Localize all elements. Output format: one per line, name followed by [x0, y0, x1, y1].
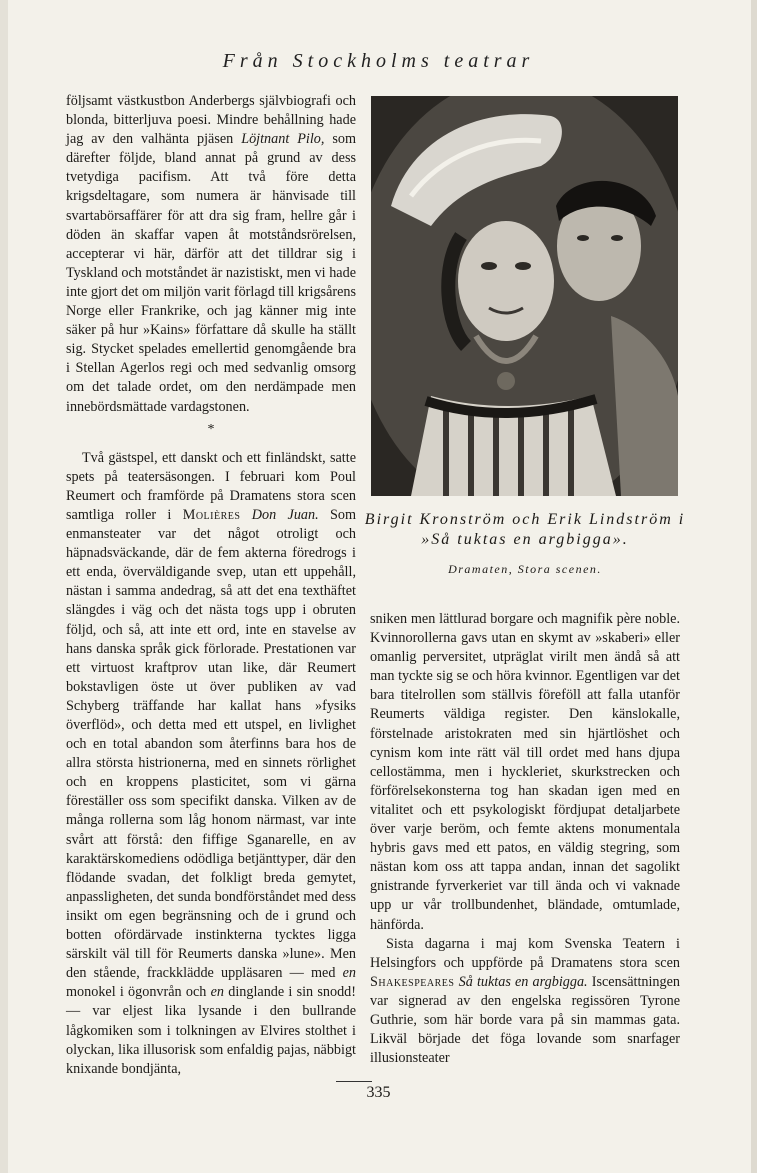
section-separator: *	[207, 421, 215, 437]
paragraph: Två gästspel, ett danskt och ett finländskt, satte spets på teatersäsongen. I februari kom Poul Reumert och framförde på Dramatens stora scen samtliga roller i Molières Don Juan. Som enmansteater var det något otroligt och häpnadsväckande, där de fem akterna föredrogs i ett enda, överväldigande svep, utan ett uppehåll, nästan i samma andedrag, så att det ena texthäftet slängdes i väg och det nästa togs upp i obruten följd, och så, att inte ett ord, inte en stavelse av hans danska språk gick förlorade. Prestationen var ett virtuost kraftprov utan like, där Reumert bokstavligen öste ut över publiken av vad Schyberg träffande har kallat hans »fysiks överflöd», och detta med ett utspel, en livlighet och en total abandon som återfinns bara hos de allra största histrionerna, med en sinnets rörlighet och en kroppens plasticitet, som vi gärna föreställer oss som specifikt danska. Vilken av de många rollerna som låg honom närmast, var inte svårt att förstå: den fiffige Sganarelle, en av karaktärskomediens odödliga betjänttyper, där den flödande svadan, det folkligt breda gemytet, anpassligheten, det sunda bondförståndet med dess insikt om egen begränsning och de i grund och botten ofördärvade instinkterna tycktes ligga särskilt väl till för Reumerts danska »lune». Men den stående, frackklädde uppläsaren — med en monokel i ögonvrån och en dinglande i sin snodd! — var eljest lika lysande i den bullrande lågkomiken som i tolkningen av Elvires stolthet i olyckan, lika illusorisk som enfaldig pajas, näbbigt knixande bondjänta,	[66, 449, 356, 1077]
play-title: Löjtnant Pilo,	[241, 131, 325, 148]
play-title: Don Juan.	[251, 506, 319, 523]
theatre-photo	[371, 96, 678, 496]
right-column	[370, 610, 680, 1068]
page-number: 335	[366, 1084, 391, 1101]
paragraph: Sista dagarna i maj kom Svenska Teatern i Helsingfors och uppförde på Dramatens stora scen Shakespeares Så tuktas en argbigga. Iscensättningen var signerad av den engelska regissören Tyrone Guthrie, som här borde vara på sin mammas gata. Likväl började det föga lovande som snarfager illusionsteater	[370, 935, 681, 1067]
paragraph: följsamt västkustbon Anderbergs självbiografi och blonda, bitterljuva poesi. Mindre behållning hade jag av den valhänta pjäsen Löjtnant Pilo, som därefter följde, bland annat på grund av dess tvetydiga pacifism. Att två före detta krigsdeltagare, som numera är hänvisade till svartabörsaffärer för att dra sig fram, hellre går i döden än skaffar vapen åt motståndsrörelsen, accepterar vi här, därför att det tilldrar sig i Tyskland och motståndet är nazistiskt, men vi hade inte gjort det om miljön varit förlagd till krigsårens Norge eller Frankrike, och jag känner mig inte säker på hur »Kains» författare då skulle ha ställt sig. Stycket spelades emellertid genomgående bra i Stellan Agerlos regi och med sedvanlig omsorg om det talade ordet, om den nerdämpade men innebördsmättade vardagstonen.	[66, 93, 356, 415]
page-edge	[0, 0, 8, 1173]
paragraph: sniken men lättlurad borgare och magnifik père noble. Kvinnorollerna gavs utan en skymt av »skaberi» eller omanlig perversitet, utpräglat virilt men ändå så att man tyckte sig se och höra kvinnor. Egentligen var det bara titelrollen som ställvis föreföll att falla utanför Reumerts väldiga register. Den känslokalle, förstelnade aristokraten med sin hjärtlöshet och cynism kom inte rätt väl till ordet med hans djupa cellostämma, men i hyckleriet, skurkstrecken och förförelsekonsterna tog han skadan igen med en vitalitet och ett psykologiskt fördjupat detaljarbete över varje beröm, och femte aktens monumentala hybris gavs med ett patos, en väldig stegring, som nästan kom oss att tappa andan, innan det sagolikt gnistrande fyrverkeriet var till ända och vi vaknade upp ur vår trollbundenhet, bländade, omtumlade, hänförda.	[370, 611, 680, 933]
page-edge	[751, 0, 757, 1173]
photo-caption	[360, 510, 690, 577]
author-name: Shakespeares	[370, 973, 455, 990]
caption-venue: Dramaten, Stora scenen.	[448, 562, 602, 576]
left-column	[66, 92, 356, 1079]
folio-rule	[336, 1081, 372, 1082]
play-title: Så tuktas en argbigga.	[458, 973, 588, 990]
caption-names: Birgit Kronström och Erik Lindström i »Så tuktas en argbigga».	[364, 511, 686, 548]
running-title: Från Stockholms teatrar	[222, 50, 535, 72]
author-name: Molières	[182, 506, 241, 523]
photo-illustration	[371, 96, 678, 496]
